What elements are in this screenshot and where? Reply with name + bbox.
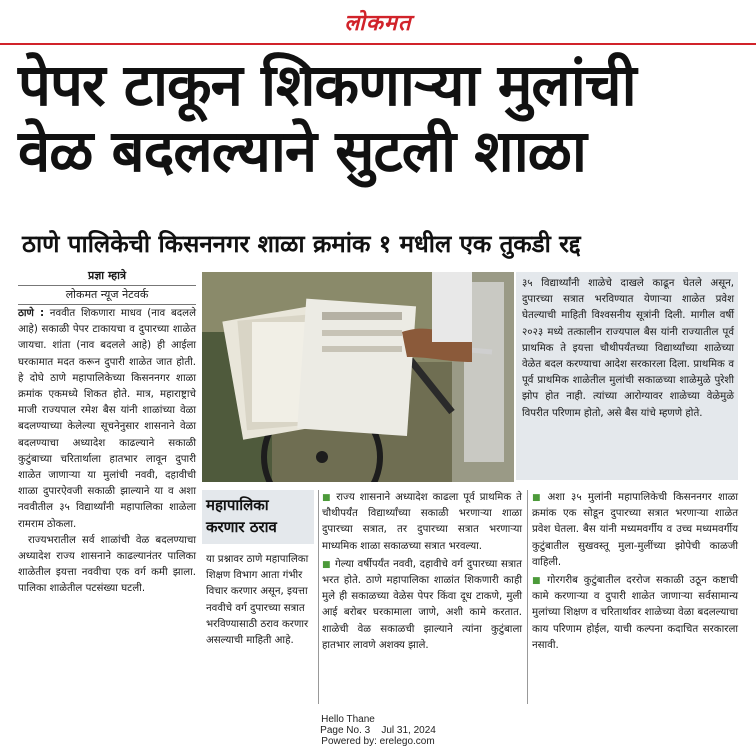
bullet-square-icon: ■ xyxy=(322,493,333,503)
subheadline: ठाणे पालिकेची किसननगर शाळा क्रमांक १ मधील एक तुकडी रद्द xyxy=(22,230,581,258)
sidebar-box xyxy=(202,490,314,649)
article-paragraph: राज्यभरातील सर्व शाळांची वेळ बदलण्याचा अध्यादेश राज्य शासनाने काढल्यानंतर पालिका शाळेतील इयत्ता नववीचा एक वर्ग कमी झाला. पालिका शाळेतील पटसंख्या घटली. xyxy=(18,534,196,595)
dateline: ठाणे : xyxy=(18,308,45,319)
article-column-3 xyxy=(322,490,522,656)
headline xyxy=(18,52,738,184)
footer-page: Page No. 3 xyxy=(320,725,371,736)
masthead xyxy=(0,0,756,46)
byline-divider-bottom xyxy=(18,304,196,305)
footer-edition: Hello Thane xyxy=(321,714,375,725)
bullet-point xyxy=(532,573,738,654)
footer-page-date xyxy=(0,725,756,736)
article-paragraph-text: नववीत शिकणारा माधव (नाव बदलले आहे) सकाळी पेपर टाकायचा व दुपारच्या शाळेत जायचा. शांता (नाव बदलले आहे) ही आईला घरकामात मदत करून दुपारी शाळेत जात होती. हे दोघे ठाणे महापालिकेच्या किसननगर शाळा क्रमांक एकमध्ये शिकत होते. मात्र, महाराष्ट्राचे माजी राज्यपाल रमेश बैस यांनी शाळांच्या वेळा बदलण्याच्या केलेल्या सूचनेनुसार शासनाने वेळा बदलण्याचा अध्यादेश काढल्याने सकाळी कुटुंबाच्या चरितार्थाला हातभार लावून दुपारी शाळेत जाणाऱ्या या मुलांची नववी, दहावीची शाळा दुपारऐवजी सकाळी झाल्याने या व अशा नववीतील ३५ विद्यार्थ्यांनी महापालिका शाळेला रामराम ठोकला. xyxy=(18,308,196,530)
bullet-text: गेल्या वर्षीपर्यंत नववी, दहावीचे वर्ग दुपारच्या सत्रात भरत होते. ठाणे महापालिका शाळांत शिकणारी काही मुले ही सकाळच्या वेळेस पेपर किंवा दूध टाकणे, मुली आई बरोबर घरकामाला जाणे, अशी कामे करतात. शाळेची वेळ सकाळची झाल्याने त्यांना कुटुंबाला हातभार लावणे अशक्य झाले. xyxy=(322,558,522,651)
bullet-point xyxy=(322,557,522,654)
masthead-rule xyxy=(0,43,756,45)
news-photo xyxy=(202,272,514,482)
bullet-point xyxy=(532,490,738,571)
bullet-text: राज्य शासनाने अध्यादेश काढला पूर्व प्राथमिक ते चौथीपर्यंत विद्यार्थ्यांच्या सकाळी भरणाऱ्या शाळा दुपारच्या सत्रात, तर दुपारच्या सत्रात भरणाऱ्या माध्यमिक शाळा सकाळच्या सत्रात भरवल्या. xyxy=(322,492,522,552)
column-divider xyxy=(527,490,528,704)
sidebar-title-line-2: करणार ठराव xyxy=(206,518,277,536)
byline-bureau: लोकमत न्यूज नेटवर्क xyxy=(65,288,149,301)
bullet-square-icon: ■ xyxy=(532,576,544,587)
sidebar-title-line-1: महापालिका xyxy=(206,496,269,514)
headline-line-1: पेपर टाकून शिकणाऱ्या मुलांची xyxy=(18,51,636,119)
bullet-text: गोरगरीब कुटुंबातील दररोज सकाळी उठून कष्टाची कामे करणाऱ्या व दुपारी शाळेत जाणाऱ्या सर्वसामान्य मुलांच्या शिक्षण व चरितार्थावर शाळेच्या वेळा बदलल्याचा काय परिणाम होईल, याची कल्पना कदाचित सरकारला नसावी. xyxy=(532,575,738,651)
footer-powered-by: Powered by: erelego.com xyxy=(321,736,435,747)
photo-boy-bicycle-newspapers xyxy=(202,272,514,482)
page-footer xyxy=(0,714,756,747)
sidebar-title xyxy=(202,490,314,544)
newspaper-logo: लोकमत xyxy=(344,10,412,36)
column-divider xyxy=(318,490,319,704)
photo-side-text-box: ३५ विद्यार्थ्यांनी शाळेचे दाखले काढून घेतले असून, दुपारच्या सत्रात भरविण्यात येणाऱ्या शाळेत प्रवेश घेतल्याची माहिती विश्वसनीय सूत्रांनी दिली. मागील वर्षी २०२३ मध्ये तत्कालीन राज्यपाल बैस यांनी राज्यातील पूर्व प्राथमिक ते इयत्ता चौथीपर्यंतच्या विद्यार्थ्यांच्या शाळेच्या वेळेत बदल करण्याचा आदेश सरकारला दिला. प्राथमिक व पूर्व प्राथमिक शाळेतील मुलांची सकाळच्या शाळेमुळे पुरेशी झोप होत नाही. त्यांच्या आरोग्यावर शाळेच्या वेळेमुळे विपरीत परिणाम होतो, असे बैस यांचे म्हणणे होते. xyxy=(516,272,738,480)
sidebar-body: या प्रश्नावर ठाणे महापालिका शिक्षण विभाग आता गंभीर विचार करणार असून, इयत्ता नववीचे वर्ग दुपारच्या सत्रात भरविण्यासाठी ठराव करणार असल्याची माहिती आहे. xyxy=(206,554,309,647)
footer-date: Jul 31, 2024 xyxy=(381,725,436,736)
headline-line-2: वेळ बदलल्याने सुटली शाळा xyxy=(18,117,586,185)
byline-author: प्रज्ञा म्हात्रे xyxy=(87,269,127,282)
bullet-text: अशा ३५ मुलांनी महापालिकेची किसननगर शाळा क्रमांक एक सोडून दुपारच्या सत्रात भरणाऱ्या शाळेत प्रवेश घेतला. बैस यांनी मध्यमवर्गीय व उच्च मध्यमवर्गीय कुटुंबातील सुखवस्तू मुला-मुलींच्या झोपेची काळजी वाहिली. xyxy=(532,492,738,568)
article-column-4 xyxy=(532,490,738,656)
bullet-square-icon: ■ xyxy=(532,493,544,503)
article-column-1 xyxy=(18,306,196,598)
bullet-point xyxy=(322,490,522,555)
article-paragraph xyxy=(18,306,196,533)
byline xyxy=(18,268,196,302)
bullet-square-icon: ■ xyxy=(322,559,331,570)
